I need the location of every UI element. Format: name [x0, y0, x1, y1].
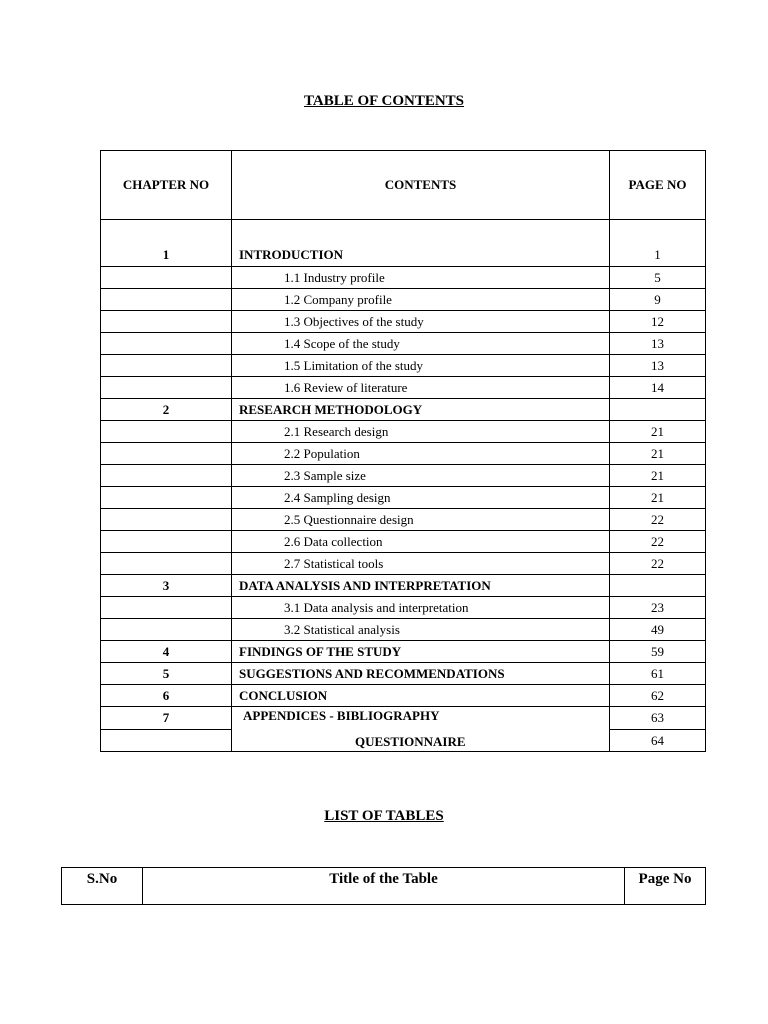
toc-page-no: 59	[610, 641, 706, 663]
toc-section-title: 1.1 Industry profile	[232, 267, 610, 289]
toc-chapter-no	[101, 619, 232, 641]
toc-chapter-no	[101, 729, 232, 752]
list-of-tables-table	[61, 867, 706, 905]
toc-page-no: 21	[610, 443, 706, 465]
toc-row	[101, 399, 706, 421]
toc-chapter-no	[101, 531, 232, 553]
toc-row	[101, 597, 706, 619]
toc-chapter-no	[101, 553, 232, 575]
toc-chapter-title: RESEARCH METHODOLOGY	[232, 399, 610, 421]
toc-chapter-no	[101, 421, 232, 443]
toc-row	[101, 663, 706, 685]
toc-section-title: 2.6 Data collection	[232, 531, 610, 553]
toc-section-title: 3.1 Data analysis and interpretation	[232, 597, 610, 619]
sno-header: S.No	[62, 868, 143, 905]
toc-page-no: 21	[610, 421, 706, 443]
toc-chapter-no	[101, 267, 232, 289]
toc-page-no: 64	[610, 729, 706, 752]
toc-chapter-no	[101, 311, 232, 333]
toc-row	[101, 685, 706, 707]
list-of-tables-title: LIST OF TABLES	[324, 808, 444, 824]
toc-section-title: 2.7 Statistical tools	[232, 553, 610, 575]
list-of-tables-header-row	[62, 868, 706, 905]
toc-row	[101, 509, 706, 531]
toc-page-no	[610, 575, 706, 597]
toc-chapter-no	[101, 597, 232, 619]
toc-row	[101, 707, 706, 730]
toc-page-no: 13	[610, 355, 706, 377]
toc-table	[100, 150, 706, 752]
toc-page-no: 21	[610, 487, 706, 509]
toc-chapter-no: 5	[101, 663, 232, 685]
toc-page-no: 21	[610, 465, 706, 487]
page-no-header: PAGE NO	[610, 151, 706, 220]
toc-chapter-no: 1	[101, 220, 232, 267]
toc-page-no	[610, 399, 706, 421]
toc-row	[101, 220, 706, 267]
toc-title: TABLE OF CONTENTS	[303, 93, 465, 109]
toc-page-no: 61	[610, 663, 706, 685]
toc-row	[101, 443, 706, 465]
toc-chapter-no: 3	[101, 575, 232, 597]
toc-section-title: 2.3 Sample size	[232, 465, 610, 487]
toc-row	[101, 355, 706, 377]
toc-section-title: 1.3 Objectives of the study	[232, 311, 610, 333]
toc-section-title: 2.5 Questionnaire design	[232, 509, 610, 531]
toc-page-no: 22	[610, 553, 706, 575]
toc-section-title: 1.2 Company profile	[232, 289, 610, 311]
toc-chapter-title: CONCLUSION	[232, 685, 610, 707]
toc-page-no: 49	[610, 619, 706, 641]
toc-page-no: 14	[610, 377, 706, 399]
contents-header: CONTENTS	[232, 151, 610, 220]
toc-row	[101, 531, 706, 553]
toc-section-title: 2.2 Population	[232, 443, 610, 465]
toc-row	[101, 377, 706, 399]
toc-row	[101, 487, 706, 509]
toc-page-no: 23	[610, 597, 706, 619]
toc-chapter-no	[101, 465, 232, 487]
toc-chapter-no: 6	[101, 685, 232, 707]
toc-chapter-no: 4	[101, 641, 232, 663]
toc-chapter-no	[101, 443, 232, 465]
table-title-header: Title of the Table	[143, 868, 625, 905]
toc-page-no: 62	[610, 685, 706, 707]
toc-page-no: 22	[610, 531, 706, 553]
toc-chapter-no: 7	[101, 707, 232, 730]
toc-row	[101, 575, 706, 597]
toc-section-title: 1.4 Scope of the study	[232, 333, 610, 355]
toc-chapter-no	[101, 377, 232, 399]
toc-chapter-no	[101, 289, 232, 311]
toc-section-title: 2.4 Sampling design	[232, 487, 610, 509]
toc-section-title: 3.2 Statistical analysis	[232, 619, 610, 641]
toc-row	[101, 289, 706, 311]
toc-chapter-title: FINDINGS OF THE STUDY	[232, 641, 610, 663]
toc-chapter-no	[101, 333, 232, 355]
toc-appendix-cell	[232, 707, 610, 752]
toc-row	[101, 465, 706, 487]
toc-appendix-questionnaire: QUESTIONNAIRE	[355, 734, 466, 749]
toc-section-title: 1.6 Review of literature	[232, 377, 610, 399]
toc-chapter-title: SUGGESTIONS AND RECOMMENDATIONS	[232, 663, 610, 685]
toc-appendix-title: APPENDICES - BIBLIOGRAPHY	[243, 708, 440, 723]
toc-row	[101, 421, 706, 443]
toc-row	[101, 311, 706, 333]
toc-section-title: 1.5 Limitation of the study	[232, 355, 610, 377]
toc-chapter-no	[101, 509, 232, 531]
toc-chapter-no: 2	[101, 399, 232, 421]
toc-chapter-no	[101, 487, 232, 509]
toc-chapter-title: DATA ANALYSIS AND INTERPRETATION	[232, 575, 610, 597]
toc-page-no: 12	[610, 311, 706, 333]
toc-chapter-no	[101, 355, 232, 377]
chapter-no-header: CHAPTER NO	[101, 151, 232, 220]
toc-row	[101, 641, 706, 663]
toc-page-no: 22	[610, 509, 706, 531]
toc-row	[101, 267, 706, 289]
page-no-header: Page No	[625, 868, 706, 905]
toc-page-no: 1	[610, 220, 706, 267]
toc-page-no: 63	[610, 707, 706, 730]
toc-row	[101, 333, 706, 355]
toc-row	[101, 619, 706, 641]
toc-page-no: 9	[610, 289, 706, 311]
toc-page-no: 5	[610, 267, 706, 289]
toc-chapter-title: INTRODUCTION	[232, 220, 610, 267]
toc-section-title: 2.1 Research design	[232, 421, 610, 443]
toc-header-row	[101, 151, 706, 220]
toc-page-no: 13	[610, 333, 706, 355]
toc-row	[101, 553, 706, 575]
